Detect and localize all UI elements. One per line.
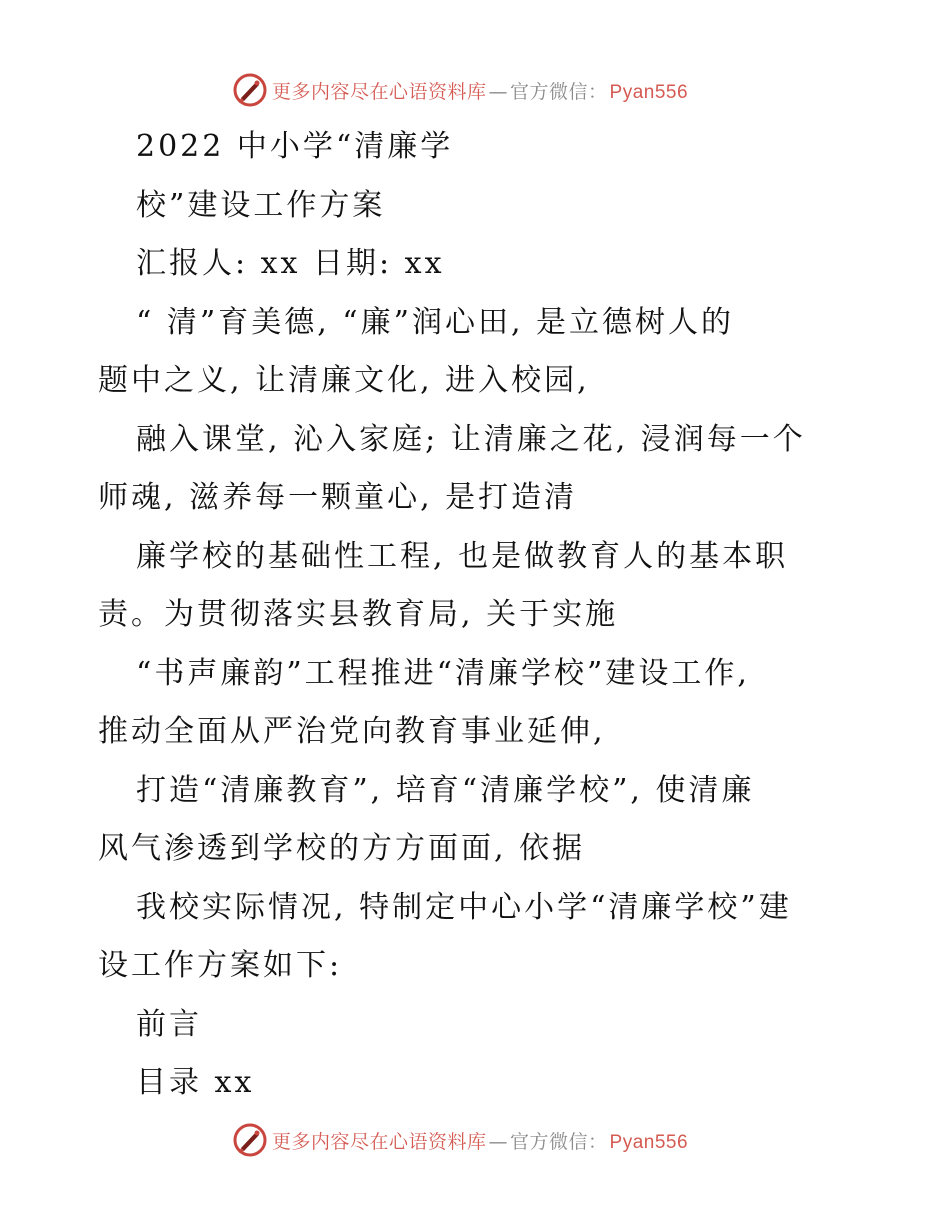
- document-body: [98, 118, 858, 1113]
- paragraph-line: 廉学校的基础性工程, 也是做教育人的基本职: [136, 538, 789, 574]
- paragraph-line: 师魂, 滋养每一颗童心, 是打造清: [98, 480, 578, 515]
- pen-logo-icon: [232, 72, 268, 108]
- paragraph-line: 风气渗透到学校的方方面面, 依据: [98, 831, 586, 866]
- banner-wechat-id: Pyan556: [609, 1131, 689, 1153]
- reporter-line: 汇报人: xx 日期: xx: [136, 246, 445, 281]
- paragraph-line: “ 清”育美德, “廉”润心田, 是立德树人的: [136, 304, 735, 340]
- paragraph-line: 打造“清廉教育”, 培育“清廉学校”, 使清廉: [136, 772, 755, 808]
- paragraph-line: 责。为贯彻落实县教育局, 关于实施: [98, 597, 619, 632]
- banner-separator: —: [488, 1130, 509, 1153]
- banner-separator: —: [488, 80, 509, 103]
- paragraph-line: 题中之义, 让清廉文化, 进入校园,: [98, 363, 590, 398]
- paragraph-line: “书声廉韵”工程推进“清廉学校”建设工作,: [136, 655, 750, 691]
- title-line-2: 校”建设工作方案: [136, 187, 386, 223]
- paragraph-line: 设工作方案如下:: [98, 948, 343, 983]
- banner-label: 官方微信：: [510, 80, 608, 103]
- pen-logo-icon: [232, 1122, 268, 1158]
- toc-heading: 目录 xx: [136, 1065, 255, 1100]
- banner-wechat-id: Pyan556: [609, 81, 689, 103]
- banner-text: 更多内容尽在心语资料库: [272, 80, 487, 103]
- title-line-1: 2022 中小学“清廉学: [136, 129, 454, 164]
- paragraph-line: 我校实际情况, 特制定中心小学“清廉学校”建: [136, 889, 792, 925]
- footer-banner: [232, 1120, 732, 1160]
- header-banner: [232, 70, 732, 110]
- paragraph-line: 推动全面从严治党向教育事业延伸,: [98, 714, 606, 749]
- preface-heading: 前言: [136, 1006, 202, 1042]
- paragraph-line: 融入课堂, 沁入家庭; 让清廉之花, 浸润每一个: [136, 421, 806, 457]
- banner-text: 更多内容尽在心语资料库: [272, 1130, 487, 1153]
- banner-label: 官方微信：: [510, 1130, 608, 1153]
